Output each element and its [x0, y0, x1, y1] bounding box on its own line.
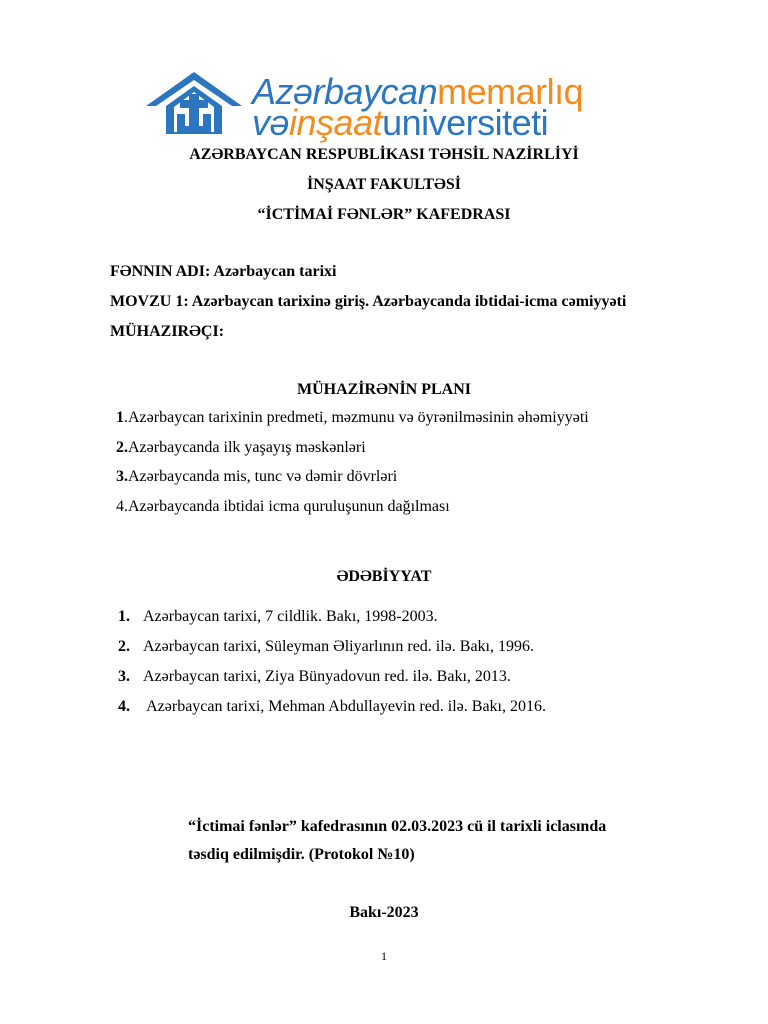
university-house-icon — [144, 68, 244, 138]
plan-item-number: 4. — [116, 498, 128, 515]
plan-title: MÜHAZİRƏNİN PLANI — [296, 381, 472, 398]
logo-text-line-2 — [252, 102, 549, 143]
topic-label: MOVZU 1: — [110, 293, 189, 310]
plan-item-text: .Azərbaycan tarixinin predmeti, məzmunu və öyrənilməsinin əhəmiyyəti — [124, 409, 589, 426]
plan-item — [116, 469, 397, 485]
lecturer-label: MÜHAZIRƏÇI: — [110, 323, 225, 340]
subject-label: FƏNNIN ADI: — [110, 263, 211, 280]
plan-item — [116, 440, 366, 456]
literature-item-text: Azərbaycan tarixi, Süleyman Əliyarlının red. ilə. Bakı, 1996. — [143, 638, 534, 655]
literature-item — [118, 639, 534, 655]
department-heading: “İCTİMAİ FƏNLƏR” KAFEDRASI — [257, 206, 511, 223]
literature-item-number: 4. — [118, 698, 130, 715]
literature-item — [118, 669, 511, 685]
literature-item-text: Azərbaycan tarixi, Ziya Bünyadovun red. ilə. Bakı, 2013. — [143, 668, 511, 685]
approval-line-1: “İctimai fənlər” kafedrasının 02.03.2023 cü il tarixli iclasında — [188, 818, 607, 835]
university-logo — [144, 68, 684, 143]
logo-azerbaycan: Azərbaycan — [252, 71, 438, 112]
literature-item — [118, 699, 546, 715]
literature-item — [118, 609, 438, 625]
page-number: 1 — [381, 949, 387, 963]
literature-title: ƏDƏBİYYAT — [336, 568, 432, 585]
plan-item-text: Azərbaycanda ibtidai icma quruluşunun dağılması — [128, 498, 450, 515]
faculty-heading: İNŞAAT FAKULTƏSİ — [307, 176, 461, 193]
ministry-heading: AZƏRBAYCAN RESPUBLİKASI TƏHSİL NAZİRLİYİ — [189, 146, 579, 163]
plan-item — [116, 410, 589, 426]
literature-item-number: 1. — [118, 608, 130, 625]
plan-item-number: 3. — [116, 468, 128, 485]
plan-item-text: Azərbaycanda ilk yaşayış məskənləri — [128, 439, 366, 456]
literature-item-number: 3. — [118, 668, 130, 685]
logo-memarliq: memarlıq — [437, 71, 584, 112]
plan-item-number: 2. — [116, 439, 128, 456]
literature-item-text: Azərbaycan tarixi, 7 cildlik. Bakı, 1998-2003. — [143, 608, 438, 625]
subject-value: Azərbaycan tarixi — [213, 263, 337, 280]
plan-item-text: Azərbaycanda mis, tunc və dəmir dövrləri — [128, 468, 398, 485]
place-year: Bakı-2023 — [349, 904, 419, 921]
logo-insaat: inşaat — [289, 102, 383, 143]
logo-ve: və — [252, 102, 290, 143]
subject-line — [110, 264, 336, 280]
literature-item-text: Azərbaycan tarixi, Mehman Abdullayevin red. ilə. Bakı, 2016. — [143, 698, 546, 715]
topic-value: Azərbaycan tarixinə giriş. Azərbaycanda ibtidai-icma cəmiyyəti — [191, 293, 627, 310]
approval-line-2: təsdiq edilmişdir. (Protokol №10) — [188, 846, 415, 863]
logo-universiteti: universiteti — [382, 102, 549, 143]
plan-item — [116, 499, 450, 515]
literature-item-number: 2. — [118, 638, 130, 655]
plan-item-number: 1 — [116, 409, 124, 426]
topic-line — [110, 294, 626, 310]
